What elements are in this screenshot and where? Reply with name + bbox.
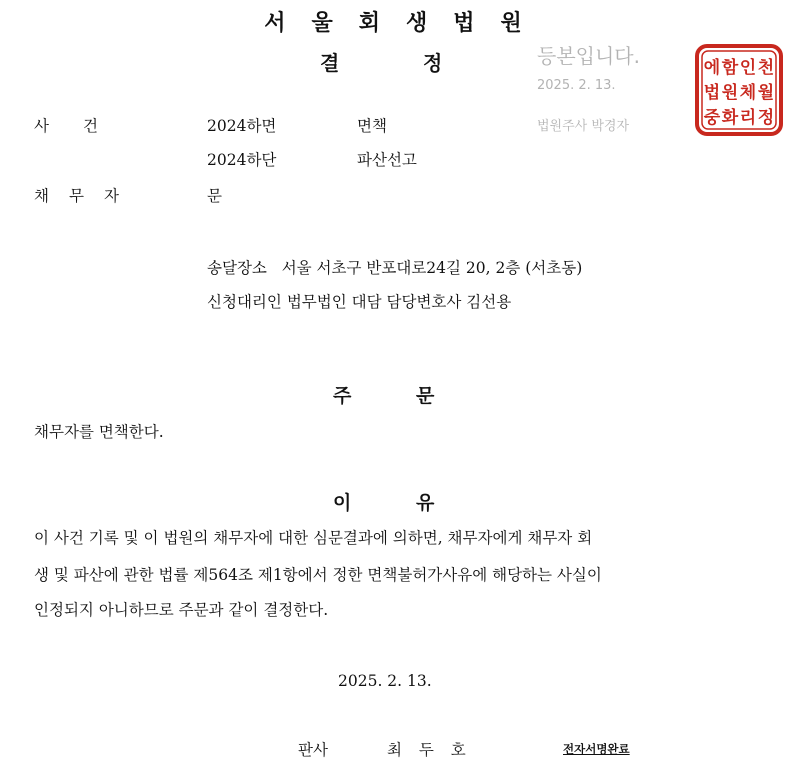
court-name: 서울회생법원 [264, 11, 548, 36]
seal-character: 원 [721, 83, 739, 103]
doc-type-right: 정 [423, 51, 443, 75]
case-name-1: 면책 [357, 117, 387, 135]
case-label: 사건 [34, 117, 132, 135]
judge-name: 최 두 호 [387, 741, 472, 759]
service-address-line [207, 256, 582, 278]
order-heading-left: 주 [333, 385, 352, 407]
seal-character: 정 [757, 108, 775, 128]
seal-character: 체 [739, 83, 757, 103]
seal-character: 인 [739, 58, 757, 78]
seal-character: 에 [703, 58, 721, 78]
seal-character: 화 [721, 108, 739, 128]
certified-copy-title: 등본입니다. [537, 44, 640, 68]
agent-name: 법무법인 대담 담당변호사 김선용 [286, 293, 512, 311]
court-seal-stamp [695, 44, 783, 136]
service-address: 서울 서초구 반포대로24길 20, 2층 (서초동) [281, 259, 583, 277]
agent-line [207, 290, 511, 312]
debtor-name: 문 [207, 187, 222, 205]
seal-character: 리 [739, 108, 757, 128]
certified-copy-clerk: 법원주사 박경자 [537, 119, 630, 134]
case-name-2: 파산선고 [357, 151, 417, 169]
seal-character: 월 [757, 83, 775, 103]
seal-character: 천 [757, 58, 775, 78]
reasons-line-1: 이 사건 기록 및 이 법원의 채무자에 대한 심문결과에 의하면, 채무자에게 채무자 회 [34, 529, 593, 547]
case-number-1: 2024하면 [207, 117, 277, 135]
case-number-2: 2024하단 [207, 151, 277, 169]
agent-label: 신청대리인 [207, 293, 282, 311]
certified-copy-date: 2025. 2. 13. [537, 78, 616, 93]
service-address-label: 송달장소 [207, 259, 267, 277]
seal-character: 법 [703, 83, 721, 103]
seal-character: 중 [703, 108, 721, 128]
reasons-line-3: 인정되지 아니하므로 주문과 같이 결정한다. [34, 601, 329, 619]
court-seal-icon [695, 44, 783, 136]
electronic-signature: 전자서명완료 [563, 742, 630, 756]
doc-type-left: 결 [320, 51, 340, 75]
reasons-heading-right: 유 [416, 492, 435, 514]
decision-date: 2025. 2. 13. [338, 672, 432, 690]
reasons-line-2: 생 및 파산에 관한 법률 제564조 제1항에서 정한 면책불허가사유에 해당하는 사실이 [34, 566, 602, 584]
order-heading-right: 문 [416, 385, 435, 407]
order-text: 채무자를 면책한다. [34, 423, 164, 441]
judge-title: 판사 [298, 741, 328, 759]
debtor-label: 채무자 [34, 187, 139, 205]
seal-character: 함 [721, 58, 739, 78]
reasons-heading-left: 이 [333, 492, 352, 514]
